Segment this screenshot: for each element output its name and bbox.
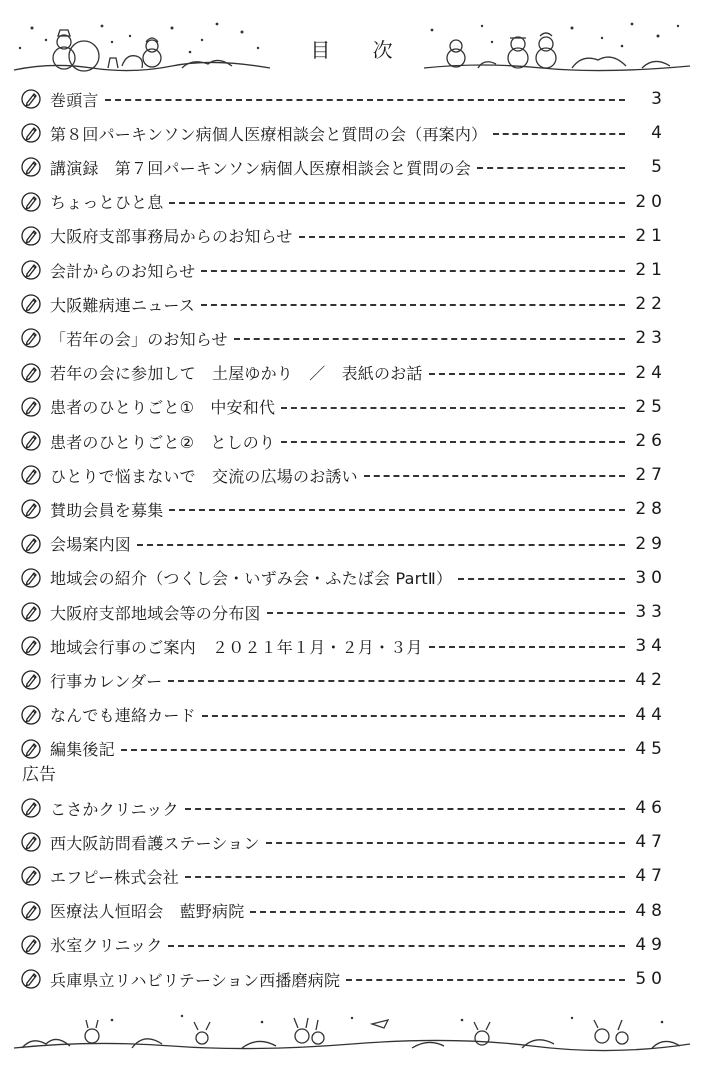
toc-entry-page-number: 49: [635, 934, 667, 955]
toc-entry: [20, 827, 667, 857]
toc-entry-title: 医療法人恒昭会 藍野病院: [50, 902, 245, 922]
toc-entry-title: 大阪府支部地域会等の分布図: [50, 603, 261, 623]
toc-entry: [20, 118, 667, 148]
toc-entry-page-number: 47: [635, 832, 667, 853]
toc-entry-page-number: 34: [635, 636, 667, 657]
toc-entry: [20, 529, 667, 559]
toc-entry-title: 患者のひとりごと① 中安和代: [50, 398, 276, 418]
toc-entry: [20, 734, 667, 764]
pencil-icon: [20, 225, 42, 247]
toc-entry: [20, 896, 667, 926]
dotted-leader: [299, 236, 625, 238]
toc-entry: [20, 289, 667, 319]
toc-entry-page-number: 23: [635, 328, 667, 349]
dotted-leader: [429, 646, 625, 648]
toc-entry: [20, 964, 667, 994]
toc-entry: [20, 861, 667, 891]
dotted-leader: [121, 749, 625, 751]
toc-entry-title: エフピー株式会社: [50, 867, 179, 887]
toc-entry-page-number: 28: [635, 499, 667, 520]
pencil-icon: [20, 259, 42, 281]
toc-entry: [20, 597, 667, 627]
toc-entry-title: 地域会の紹介（つくし会・いずみ会・ふたば会 PartⅡ）: [50, 569, 453, 589]
dotted-leader: [202, 715, 625, 717]
toc-entry-page-number: 4: [651, 123, 667, 144]
dotted-leader: [266, 842, 625, 844]
animal-border-illustration: [12, 1010, 692, 1054]
page-title: 目 次: [310, 38, 411, 62]
dotted-leader: [346, 979, 625, 981]
toc-entry-page-number: 42: [635, 670, 667, 691]
toc-entry-page-number: 21: [635, 225, 667, 246]
toc-entry-page-number: 47: [635, 866, 667, 887]
dotted-leader: [281, 441, 625, 443]
toc-entry: [20, 460, 667, 490]
toc-entry-title: 兵庫県立リハビリテーション西播磨病院: [50, 970, 341, 990]
dotted-leader: [137, 544, 625, 546]
toc-entry-title: 講演録 第７回パーキンソン病個人医療相談会と質問の会: [50, 158, 472, 178]
pencil-icon: [20, 567, 42, 589]
toc-entry-page-number: 24: [635, 362, 667, 383]
pencil-icon: [20, 865, 42, 887]
toc-entry-title: 巻頭言: [50, 90, 99, 110]
pencil-icon: [20, 601, 42, 623]
toc-entry-title: 賛助会員を募集: [50, 500, 164, 520]
dotted-leader: [493, 133, 625, 135]
toc-entry-title: 地域会行事のご案内 ２０２１年１月・２月・３月: [50, 637, 423, 657]
dotted-leader: [267, 612, 625, 614]
toc-entry-title: 会計からのお知らせ: [50, 261, 196, 281]
pencil-icon: [20, 156, 42, 178]
dotted-leader: [458, 578, 625, 580]
toc-entry: [20, 793, 667, 823]
toc-entry-title: なんでも連絡カード: [50, 706, 196, 726]
dotted-leader: [281, 407, 625, 409]
dotted-leader: [250, 911, 625, 913]
toc-entry-page-number: 3: [651, 89, 667, 109]
dotted-leader: [169, 202, 625, 204]
toc-entry-title: 若年の会に参加して 土屋ゆかり ／ 表紙のお話: [50, 364, 423, 384]
toc-entry: [20, 700, 667, 730]
toc-entry: [20, 152, 667, 182]
toc-entry-page-number: 25: [635, 396, 667, 417]
toc-entry-title: ひとりで悩まないで 交流の広場のお誘い: [50, 466, 358, 486]
pencil-icon: [20, 831, 42, 853]
dotted-leader: [477, 167, 625, 169]
dotted-leader: [168, 680, 625, 682]
toc-entry-page-number: 5: [651, 157, 667, 178]
dotted-leader: [185, 876, 625, 878]
dotted-leader: [201, 270, 625, 272]
toc-entry-title: 大阪難病連ニュース: [50, 295, 196, 315]
pencil-icon: [20, 900, 42, 922]
toc-entry-page-number: 33: [635, 602, 667, 622]
toc-entry-title: こさかクリニック: [50, 799, 179, 819]
toc-entry-page-number: 45: [635, 738, 667, 759]
pencil-icon: [20, 635, 42, 657]
pencil-icon: [20, 533, 42, 555]
toc-entry-title: 編集後記: [50, 740, 115, 760]
pencil-icon: [20, 327, 42, 349]
toc-entry: [20, 392, 667, 422]
toc-entry: [20, 255, 667, 285]
pencil-icon: [20, 738, 42, 760]
toc-entry: [20, 221, 667, 251]
toc-entry-page-number: 27: [635, 465, 667, 486]
pencil-icon: [20, 968, 42, 990]
toc-entry-title: 会場案内図: [50, 535, 132, 555]
toc-entry-page-number: 21: [635, 260, 667, 280]
pencil-icon: [20, 797, 42, 819]
toc-entry-page-number: 29: [635, 533, 667, 554]
pencil-icon: [20, 430, 42, 452]
dotted-leader: [234, 338, 625, 340]
toc-entry-page-number: 22: [635, 294, 667, 315]
dotted-leader: [169, 509, 625, 511]
toc-entry: [20, 494, 667, 524]
ads-heading: 広告: [22, 765, 56, 785]
pencil-icon: [20, 934, 42, 956]
pencil-icon: [20, 88, 42, 110]
toc-entry-page-number: 50: [635, 969, 667, 989]
toc-entry: [20, 323, 667, 353]
dotted-leader: [429, 373, 625, 375]
pencil-icon: [20, 293, 42, 315]
dotted-leader: [201, 304, 625, 306]
toc-entry-title: 大阪府支部事務局からのお知らせ: [50, 227, 293, 247]
toc-entry: [20, 358, 667, 388]
toc-entry-page-number: 26: [635, 431, 667, 451]
pencil-icon: [20, 669, 42, 691]
pencil-icon: [20, 362, 42, 384]
toc-entry-title: 「若年の会」のお知らせ: [50, 329, 228, 349]
dotted-leader: [364, 475, 625, 477]
pencil-icon: [20, 498, 42, 520]
toc-entry-title: 氷室クリニック: [50, 936, 163, 956]
toc-entry: [20, 84, 667, 114]
toc-entry-title: 第８回パーキンソン病個人医療相談会と質問の会（再案内）: [50, 124, 488, 144]
toc-entry: [20, 563, 667, 593]
toc-entry-page-number: 20: [635, 191, 667, 212]
toc-entry-page-number: 46: [635, 798, 667, 818]
toc-entry-title: 患者のひとりごと② としのり: [50, 432, 276, 452]
pencil-icon: [20, 396, 42, 418]
pencil-icon: [20, 191, 42, 213]
pencil-icon: [20, 464, 42, 486]
toc-entry: [20, 930, 667, 960]
toc-entry-title: ちょっとひと息: [50, 193, 164, 213]
pencil-icon: [20, 122, 42, 144]
toc-entry: [20, 665, 667, 695]
toc-entry: [20, 426, 667, 456]
pencil-icon: [20, 704, 42, 726]
dotted-leader: [105, 99, 625, 101]
toc-entry: [20, 187, 667, 217]
toc-entry-page-number: 48: [635, 900, 667, 921]
toc-entry-page-number: 30: [635, 567, 667, 588]
toc-entry: [20, 631, 667, 661]
toc-entry-page-number: 44: [635, 704, 667, 725]
dotted-leader: [168, 945, 625, 947]
toc-entry-title: 行事カレンダー: [50, 671, 163, 691]
dotted-leader: [185, 808, 625, 810]
toc-entry-title: 西大阪訪問看護ステーション: [50, 833, 260, 853]
